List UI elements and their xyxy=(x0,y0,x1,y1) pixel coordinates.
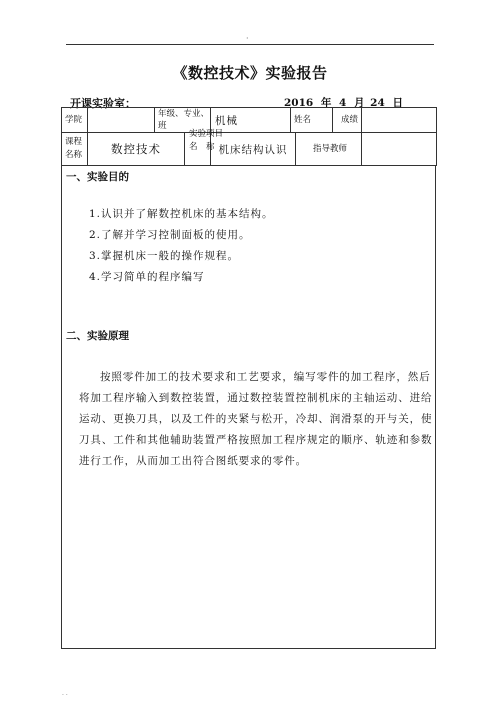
purpose-list xyxy=(89,206,274,290)
school-value[interactable] xyxy=(88,108,155,133)
grade-major-class-value[interactable]: 机械 xyxy=(211,108,291,133)
info-row-2 xyxy=(62,133,437,166)
course-label-line-2: 名称 xyxy=(65,150,83,160)
purpose-heading: 一、实验目的 xyxy=(66,171,129,183)
header-dot: · xyxy=(246,34,249,43)
course-label xyxy=(62,133,88,166)
teacher-value[interactable] xyxy=(362,133,437,166)
date-month: 4 xyxy=(339,97,347,109)
date-year: 2016 xyxy=(284,97,314,109)
principle-paragraph: 按照零件加工的技术要求和工艺要求，编写零件的加工程序，然后将加工程序输入到数控装置，通过数控装置控制机床的主轴运动、进给运动、更换刀具，以及工件的夹紧与松开，冷却、润滑泵的开与关，使刀具、工件和其他辅助装置严格按照加工程序规定的顺序、轨迹和参数进行工作，从而加工出符合图纸要求的零件。 xyxy=(79,371,433,467)
header-rule xyxy=(66,44,434,45)
date-month-unit: 月 xyxy=(354,97,365,109)
grade-major-class-label: 年级、专业、班 xyxy=(155,108,211,133)
project-label-line-1: 实验项目 xyxy=(189,129,224,139)
score-value[interactable] xyxy=(362,108,437,133)
footer-mark: . . xyxy=(62,690,68,697)
list-item: 3.掌握机床一般的操作规程。 xyxy=(89,250,240,262)
list-item: 1.认识并了解数控机床的基本结构。 xyxy=(89,208,274,220)
lab-label: 开课实验室： xyxy=(70,97,136,110)
school-label: 学院 xyxy=(62,108,88,133)
list-item: 4.学习简单的程序编写 xyxy=(89,271,205,283)
project-label-line-2: 名 称 xyxy=(189,142,215,152)
page-title: 《数控技术》实验报告 xyxy=(172,64,328,82)
info-row-1 xyxy=(62,108,437,133)
date-day-unit: 日 xyxy=(392,97,403,109)
teacher-label: 指导教师 xyxy=(296,133,362,166)
list-item: 2.了解并学习控制面板的使用。 xyxy=(89,229,251,241)
project-label-overlay xyxy=(186,128,230,160)
info-table xyxy=(61,107,437,166)
date-day: 24 xyxy=(370,97,385,109)
course-value[interactable]: 数控技术 xyxy=(88,133,185,166)
project-value[interactable]: 机床结构认识 xyxy=(211,133,296,166)
score-label: 成绩 xyxy=(333,108,362,133)
name-label: 姓名 xyxy=(291,108,333,133)
course-label-line-1: 课程 xyxy=(65,137,83,147)
date-year-unit: 年 xyxy=(320,97,332,109)
principle-heading: 二、实验原理 xyxy=(66,330,129,342)
